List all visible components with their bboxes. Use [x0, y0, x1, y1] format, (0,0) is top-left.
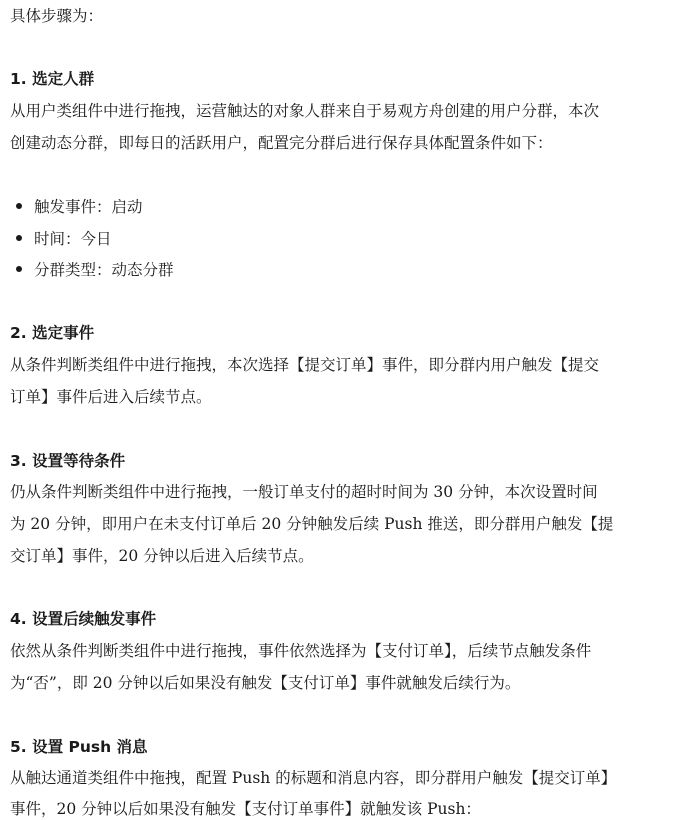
section-2-heading: 2. 选定事件	[10, 324, 95, 342]
section-5-line-2: 事件，20 分钟以后如果没有触发【支付订单事件】就触发该 Push：	[10, 800, 481, 818]
section-5-line-1: 从触达通道类组件中拖拽，配置 Push 的标题和消息内容，即分群用户触发【提交订单】	[10, 769, 617, 787]
bullet-item	[16, 259, 174, 281]
bullet-dot-icon	[16, 266, 22, 272]
section-1-line-2: 创建动态分群，即每日的活跃用户，配置完分群后进行保存具体配置条件如下：	[10, 134, 553, 152]
section-4-line-1: 依然从条件判断类组件中进行拖拽，事件依然选择为【支付订单】，后续节点触发条件	[10, 642, 592, 660]
section-1-line-1: 从用户类组件中进行拖拽，运营触达的对象人群来自于易观方舟创建的用户分群，本次	[10, 102, 600, 120]
section-3-line-1: 仍从条件判断类组件中进行拖拽，一般订单支付的超时时间为 30 分钟，本次设置时间	[10, 483, 598, 501]
bullet-item	[16, 228, 112, 250]
section-2-line-2: 订单】事件后进入后续节点。	[10, 388, 212, 406]
bullet-text: 时间：今日	[34, 230, 112, 248]
bullet-text: 分群类型：动态分群	[34, 261, 174, 279]
section-1-heading: 1. 选定人群	[10, 70, 95, 88]
section-3-line-3: 交订单】事件，20 分钟以后进入后续节点。	[10, 547, 314, 565]
bullet-text: 触发事件：启动	[34, 198, 143, 216]
section-5-heading: 5. 设置 Push 消息	[10, 738, 148, 756]
section-2-line-1: 从条件判断类组件中进行拖拽，本次选择【提交订单】事件，即分群内用户触发【提交	[10, 356, 600, 374]
section-3-heading: 3. 设置等待条件	[10, 452, 126, 470]
section-4-heading: 4. 设置后续触发事件	[10, 610, 157, 628]
bullet-dot-icon	[16, 235, 22, 241]
bullet-item	[16, 196, 143, 218]
section-3-line-2: 为 20 分钟，即用户在未支付订单后 20 分钟触发后续 Push 推送，即分群用户触发【提	[10, 515, 614, 533]
intro-text: 具体步骤为：	[10, 7, 104, 25]
bullet-dot-icon	[16, 203, 22, 209]
section-4-line-2: 为“否”，即 20 分钟以后如果没有触发【支付订单】事件就触发后续行为。	[10, 674, 521, 692]
